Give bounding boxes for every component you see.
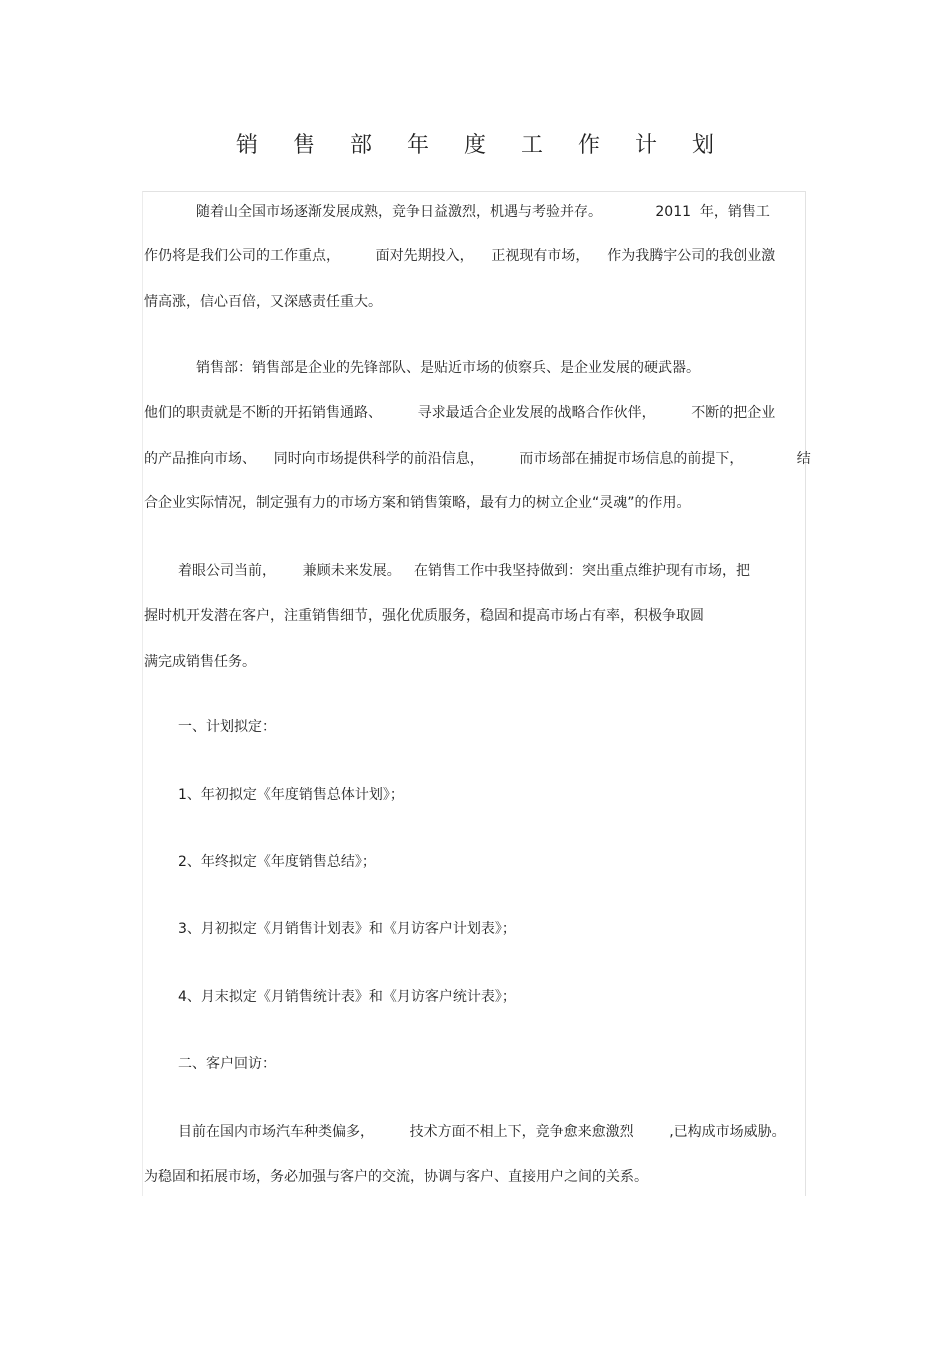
- text-line: 为稳固和拓展市场，务必加强与客户的交流，协调与客户、直接用户之间的关系。: [144, 1169, 648, 1185]
- text-line: 作仍将是我们公司的工作重点， 面对先期投入， 正视现有市场， 作为我腾宇公司的我创业激: [144, 248, 776, 264]
- document-body-frame: [142, 191, 806, 1196]
- text-line: 情高涨，信心百倍，又深感责任重大。: [144, 294, 382, 310]
- text-line: 他们的职责就是不断的开拓销售通路、 寻求最适合企业发展的战略合作伙伴， 不断的把企业: [144, 405, 776, 421]
- text-line: 握时机开发潜在客户，注重销售细节，强化优质服务，稳固和提高市场占有率，积极争取圆: [144, 608, 704, 624]
- section-heading-plan: 一、计划拟定：: [178, 719, 276, 735]
- text-line: 销售部：销售部是企业的先锋部队、是贴近市场的侦察兵、是企业发展的硬武器。: [196, 360, 700, 376]
- list-item: 1、年初拟定《年度销售总体计划》；: [178, 787, 404, 803]
- text-line: 目前在国内市场汽车种类偏多， 技术方面不相上下，竞争愈来愈激烈 ,已构成市场威胁。: [178, 1124, 786, 1140]
- text-line: 随着山全国市场逐渐发展成熟，竞争日益激烈，机遇与考验并存。 2011 年，销售工: [196, 204, 770, 220]
- text-line: 满完成销售任务。: [144, 654, 256, 670]
- text-line: 着眼公司当前， 兼顾未来发展。 在销售工作中我坚持做到：突出重点维护现有市场，把: [178, 563, 751, 579]
- list-item: 2、年终拟定《年度销售总结》；: [178, 854, 376, 870]
- list-item: 3、月初拟定《月销售计划表》和《月访客户计划表》；: [178, 921, 516, 937]
- section-heading-visits: 二、客户回访：: [178, 1056, 276, 1072]
- text-line: 的产品推向市场、 同时向市场提供科学的前沿信息， 而市场部在捕捉市场信息的前提下， 结: [144, 451, 811, 467]
- list-item: 4、月末拟定《月销售统计表》和《月访客户统计表》；: [178, 989, 516, 1005]
- page-title: 销 售 部 年 度 工 作 计 划: [236, 133, 728, 158]
- text-line: 合企业实际情况，制定强有力的市场方案和销售策略，最有力的树立企业“灵魂”的作用。: [144, 495, 691, 511]
